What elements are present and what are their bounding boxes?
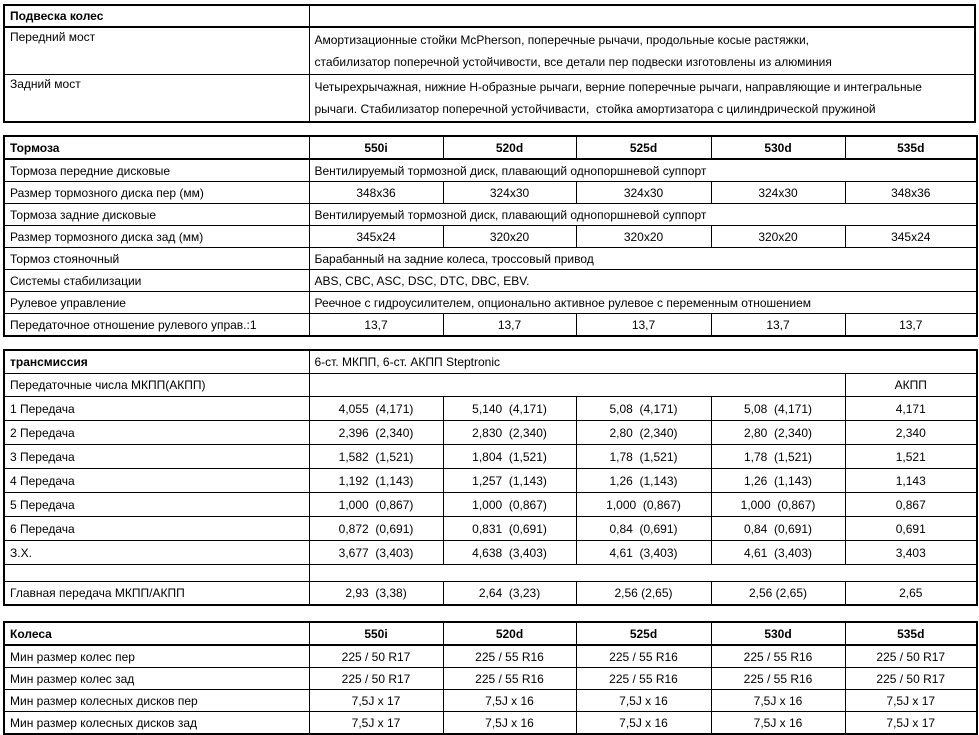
section-title-wheels: Колеса bbox=[4, 622, 309, 645]
table-row bbox=[4, 541, 977, 565]
row-label-reverse-gear: З.Х. bbox=[4, 541, 309, 565]
cell-value: 4,171 bbox=[845, 397, 977, 421]
table-row bbox=[4, 690, 977, 712]
cell-value: 0,831 (0,691) bbox=[443, 517, 576, 541]
row-label: 1 Передача bbox=[4, 397, 309, 421]
row-label: Мин размер колес пер bbox=[4, 645, 309, 668]
spacer-cell bbox=[309, 565, 977, 582]
suspension-header-spacer bbox=[309, 5, 975, 27]
cell-value: 7,5J x 16 bbox=[443, 690, 576, 712]
cell-value: 4,61 (3,403) bbox=[576, 541, 711, 565]
cell-value: 3,677 (3,403) bbox=[309, 541, 443, 565]
suspension-table bbox=[3, 4, 976, 123]
cell-value: 7,5J x 17 bbox=[309, 712, 443, 735]
table-row bbox=[4, 445, 977, 469]
cell-value: 345x24 bbox=[845, 226, 977, 248]
cell-value: 7,5J x 16 bbox=[711, 712, 845, 735]
row-label: 2 Передача bbox=[4, 421, 309, 445]
cell-value: 1,257 (1,143) bbox=[443, 469, 576, 493]
cell-value: 345x24 bbox=[309, 226, 443, 248]
cell-value: 0,872 (0,691) bbox=[309, 517, 443, 541]
cell-value: 225 / 55 R16 bbox=[443, 645, 576, 668]
spanned-value-cell: Вентилируемый тормозной диск, плавающий однопоршневой суппорт bbox=[309, 159, 977, 182]
cell-value: 5,08 (4,171) bbox=[576, 397, 711, 421]
table-row bbox=[4, 374, 977, 397]
row-label: Тормоза передние дисковые bbox=[4, 159, 309, 182]
spanned-value-cell: ABS, CBC, ASC, DSC, DTC, DBC, EBV. bbox=[309, 270, 977, 292]
column-header-520d: 520d bbox=[443, 622, 576, 645]
cell-value: 324x30 bbox=[443, 182, 576, 204]
cell-value: 0,84 (0,691) bbox=[576, 517, 711, 541]
cell-value: 4,055 (4,171) bbox=[309, 397, 443, 421]
cell-value: 7,5J x 16 bbox=[576, 690, 711, 712]
cell-value: 0,867 bbox=[845, 493, 977, 517]
table-row bbox=[4, 668, 977, 690]
row-label-front-axle: Передний мост bbox=[4, 27, 309, 75]
row-label: 3 Передача bbox=[4, 445, 309, 469]
cell-value: 7,5J x 17 bbox=[309, 690, 443, 712]
cell-value: 1,000 (0,867) bbox=[576, 493, 711, 517]
cell-value: 1,26 (1,143) bbox=[576, 469, 711, 493]
cell-value: 1,521 bbox=[845, 445, 977, 469]
cell-value: 1,143 bbox=[845, 469, 977, 493]
row-label: Рулевое управление bbox=[4, 292, 309, 314]
cell-value: 7,5J x 17 bbox=[845, 712, 977, 735]
cell-value: 2,830 (2,340) bbox=[443, 421, 576, 445]
column-header-550i: 550i bbox=[309, 136, 443, 159]
cell-value: 5,140 (4,171) bbox=[443, 397, 576, 421]
cell-value: 2,80 (2,340) bbox=[576, 421, 711, 445]
cell-value: 348x36 bbox=[309, 182, 443, 204]
cell-value: 7,5J x 17 bbox=[845, 690, 977, 712]
row-label-gear-ratios: Передаточные числа МКПП(АКПП) bbox=[4, 374, 309, 397]
cell-value: 1,78 (1,521) bbox=[711, 445, 845, 469]
cell-value: 225 / 50 R17 bbox=[309, 668, 443, 690]
cell-value: 2,56 (2,65) bbox=[711, 582, 845, 606]
cell-value: 225 / 55 R16 bbox=[711, 668, 845, 690]
cell-value: 320x20 bbox=[443, 226, 576, 248]
section-title-brakes: Тормоза bbox=[4, 136, 309, 159]
cell-value: 2,65 bbox=[845, 582, 977, 606]
table-row bbox=[4, 314, 977, 337]
cell-value: 1,804 (1,521) bbox=[443, 445, 576, 469]
column-header-525d: 525d bbox=[576, 622, 711, 645]
table-row bbox=[4, 27, 975, 75]
spacer-row bbox=[4, 565, 977, 582]
table-row bbox=[4, 712, 977, 735]
cell-value: 13,7 bbox=[443, 314, 576, 337]
table-row bbox=[4, 75, 975, 123]
akpp-column-label: АКПП bbox=[845, 374, 977, 397]
row-label: Тормоз стояночный bbox=[4, 248, 309, 270]
table-row bbox=[4, 645, 977, 668]
cell-value: 320x20 bbox=[576, 226, 711, 248]
cell-value: 1,192 (1,143) bbox=[309, 469, 443, 493]
cell-value: 348x36 bbox=[845, 182, 977, 204]
brakes-table bbox=[3, 135, 978, 337]
cell-value: 2,340 bbox=[845, 421, 977, 445]
cell-value: 225 / 55 R16 bbox=[443, 668, 576, 690]
section-title-suspension: Подвеска колес bbox=[4, 5, 309, 27]
row-label: 4 Передача bbox=[4, 469, 309, 493]
cell-value: 2,93 (3,38) bbox=[309, 582, 443, 606]
table-row bbox=[4, 159, 977, 182]
cell-value: 225 / 50 R17 bbox=[845, 645, 977, 668]
row-label: 5 Передача bbox=[4, 493, 309, 517]
table-row bbox=[4, 421, 977, 445]
rear-axle-description bbox=[309, 75, 975, 123]
cell-value: 7,5J x 16 bbox=[711, 690, 845, 712]
table-row bbox=[4, 517, 977, 541]
row-label: Мин размер колес зад bbox=[4, 668, 309, 690]
row-label: Передаточное отношение рулевого управ.:1 bbox=[4, 314, 309, 337]
cell-value: 225 / 50 R17 bbox=[845, 668, 977, 690]
transmission-table bbox=[3, 349, 978, 606]
row-label: Мин размер колесных дисков пер bbox=[4, 690, 309, 712]
cell-value: 13,7 bbox=[309, 314, 443, 337]
rear-axle-line-2: рычаги. Стабилизатор поперечной устойчивасти, стойка амортизатора с цилиндрической пружиной bbox=[314, 102, 876, 116]
row-label: Системы стабилизации bbox=[4, 270, 309, 292]
table-row bbox=[4, 582, 977, 606]
cell-value: 7,5J x 16 bbox=[443, 712, 576, 735]
row-label: Размер тормозного диска пер (мм) bbox=[4, 182, 309, 204]
row-label: Мин размер колесных дисков зад bbox=[4, 712, 309, 735]
column-header-535d: 535d bbox=[845, 136, 977, 159]
row-label-final-drive: Главная передача МКПП/АКПП bbox=[4, 582, 309, 606]
spanned-value-cell: Барабанный на задние колеса, троссовый привод bbox=[309, 248, 977, 270]
cell-value: 4,638 (3,403) bbox=[443, 541, 576, 565]
rear-axle-line-1: Четырехрычажная, нижние Н-образные рычаги, верние поперечные рычаги, направляющие и интегральные bbox=[314, 80, 922, 94]
spanned-value-cell: Реечное с гидроусилителем, опционально активное рулевое с переменным отношением bbox=[309, 292, 977, 314]
cell-value: 324x30 bbox=[576, 182, 711, 204]
row-label: Размер тормозного диска зад (мм) bbox=[4, 226, 309, 248]
column-header-530d: 530d bbox=[711, 622, 845, 645]
cell-value: 320x20 bbox=[711, 226, 845, 248]
cell-value: 2,56 (2,65) bbox=[576, 582, 711, 606]
cell-value: 2,80 (2,340) bbox=[711, 421, 845, 445]
cell-value: 1,78 (1,521) bbox=[576, 445, 711, 469]
table-row bbox=[4, 469, 977, 493]
cell-value: 0,84 (0,691) bbox=[711, 517, 845, 541]
table-row bbox=[4, 397, 977, 421]
front-axle-description bbox=[309, 27, 975, 75]
table-row bbox=[4, 248, 977, 270]
gear-ratios-spacer bbox=[309, 374, 845, 397]
spacer-cell bbox=[4, 565, 309, 582]
cell-value: 225 / 50 R17 bbox=[309, 645, 443, 668]
cell-value: 225 / 55 R16 bbox=[711, 645, 845, 668]
cell-value: 1,582 (1,521) bbox=[309, 445, 443, 469]
cell-value: 225 / 55 R16 bbox=[576, 668, 711, 690]
column-header-520d: 520d bbox=[443, 136, 576, 159]
table-row bbox=[4, 226, 977, 248]
column-header-530d: 530d bbox=[711, 136, 845, 159]
table-row bbox=[4, 493, 977, 517]
table-row bbox=[4, 270, 977, 292]
wheels-table bbox=[3, 621, 978, 735]
column-header-535d: 535d bbox=[845, 622, 977, 645]
cell-value: 13,7 bbox=[576, 314, 711, 337]
section-title-transmission: трансмиссия bbox=[4, 350, 309, 374]
cell-value: 3,403 bbox=[845, 541, 977, 565]
row-label: 6 Передача bbox=[4, 517, 309, 541]
spanned-value-cell: Вентилируемый тормозной диск, плавающий однопоршневой суппорт bbox=[309, 204, 977, 226]
column-header-550i: 550i bbox=[309, 622, 443, 645]
row-label: Тормоза задние дисковые bbox=[4, 204, 309, 226]
column-header-525d: 525d bbox=[576, 136, 711, 159]
cell-value: 1,000 (0,867) bbox=[309, 493, 443, 517]
row-label-rear-axle: Задний мост bbox=[4, 75, 309, 123]
cell-value: 13,7 bbox=[711, 314, 845, 337]
cell-value: 1,26 (1,143) bbox=[711, 469, 845, 493]
table-row bbox=[4, 204, 977, 226]
cell-value: 1,000 (0,867) bbox=[711, 493, 845, 517]
cell-value: 1,000 (0,867) bbox=[443, 493, 576, 517]
cell-value: 0,691 bbox=[845, 517, 977, 541]
table-row bbox=[4, 292, 977, 314]
cell-value: 324x30 bbox=[711, 182, 845, 204]
front-axle-line-2: стабилизатор поперечной устойчивости, все детали пер подвески изготовлены из алюминия bbox=[314, 55, 832, 69]
cell-value: 225 / 55 R16 bbox=[576, 645, 711, 668]
table-row bbox=[4, 182, 977, 204]
cell-value: 2,396 (2,340) bbox=[309, 421, 443, 445]
cell-value: 7,5J x 16 bbox=[576, 712, 711, 735]
front-axle-line-1: Амортизационные стойки McPherson, поперечные рычачи, продольные косые растяжки, bbox=[314, 33, 809, 47]
cell-value: 13,7 bbox=[845, 314, 977, 337]
cell-value: 4,61 (3,403) bbox=[711, 541, 845, 565]
transmission-type-cell: 6-ст. МКПП, 6-ст. АКПП Steptronic bbox=[309, 350, 977, 374]
cell-value: 2,64 (3,23) bbox=[443, 582, 576, 606]
cell-value: 5,08 (4,171) bbox=[711, 397, 845, 421]
